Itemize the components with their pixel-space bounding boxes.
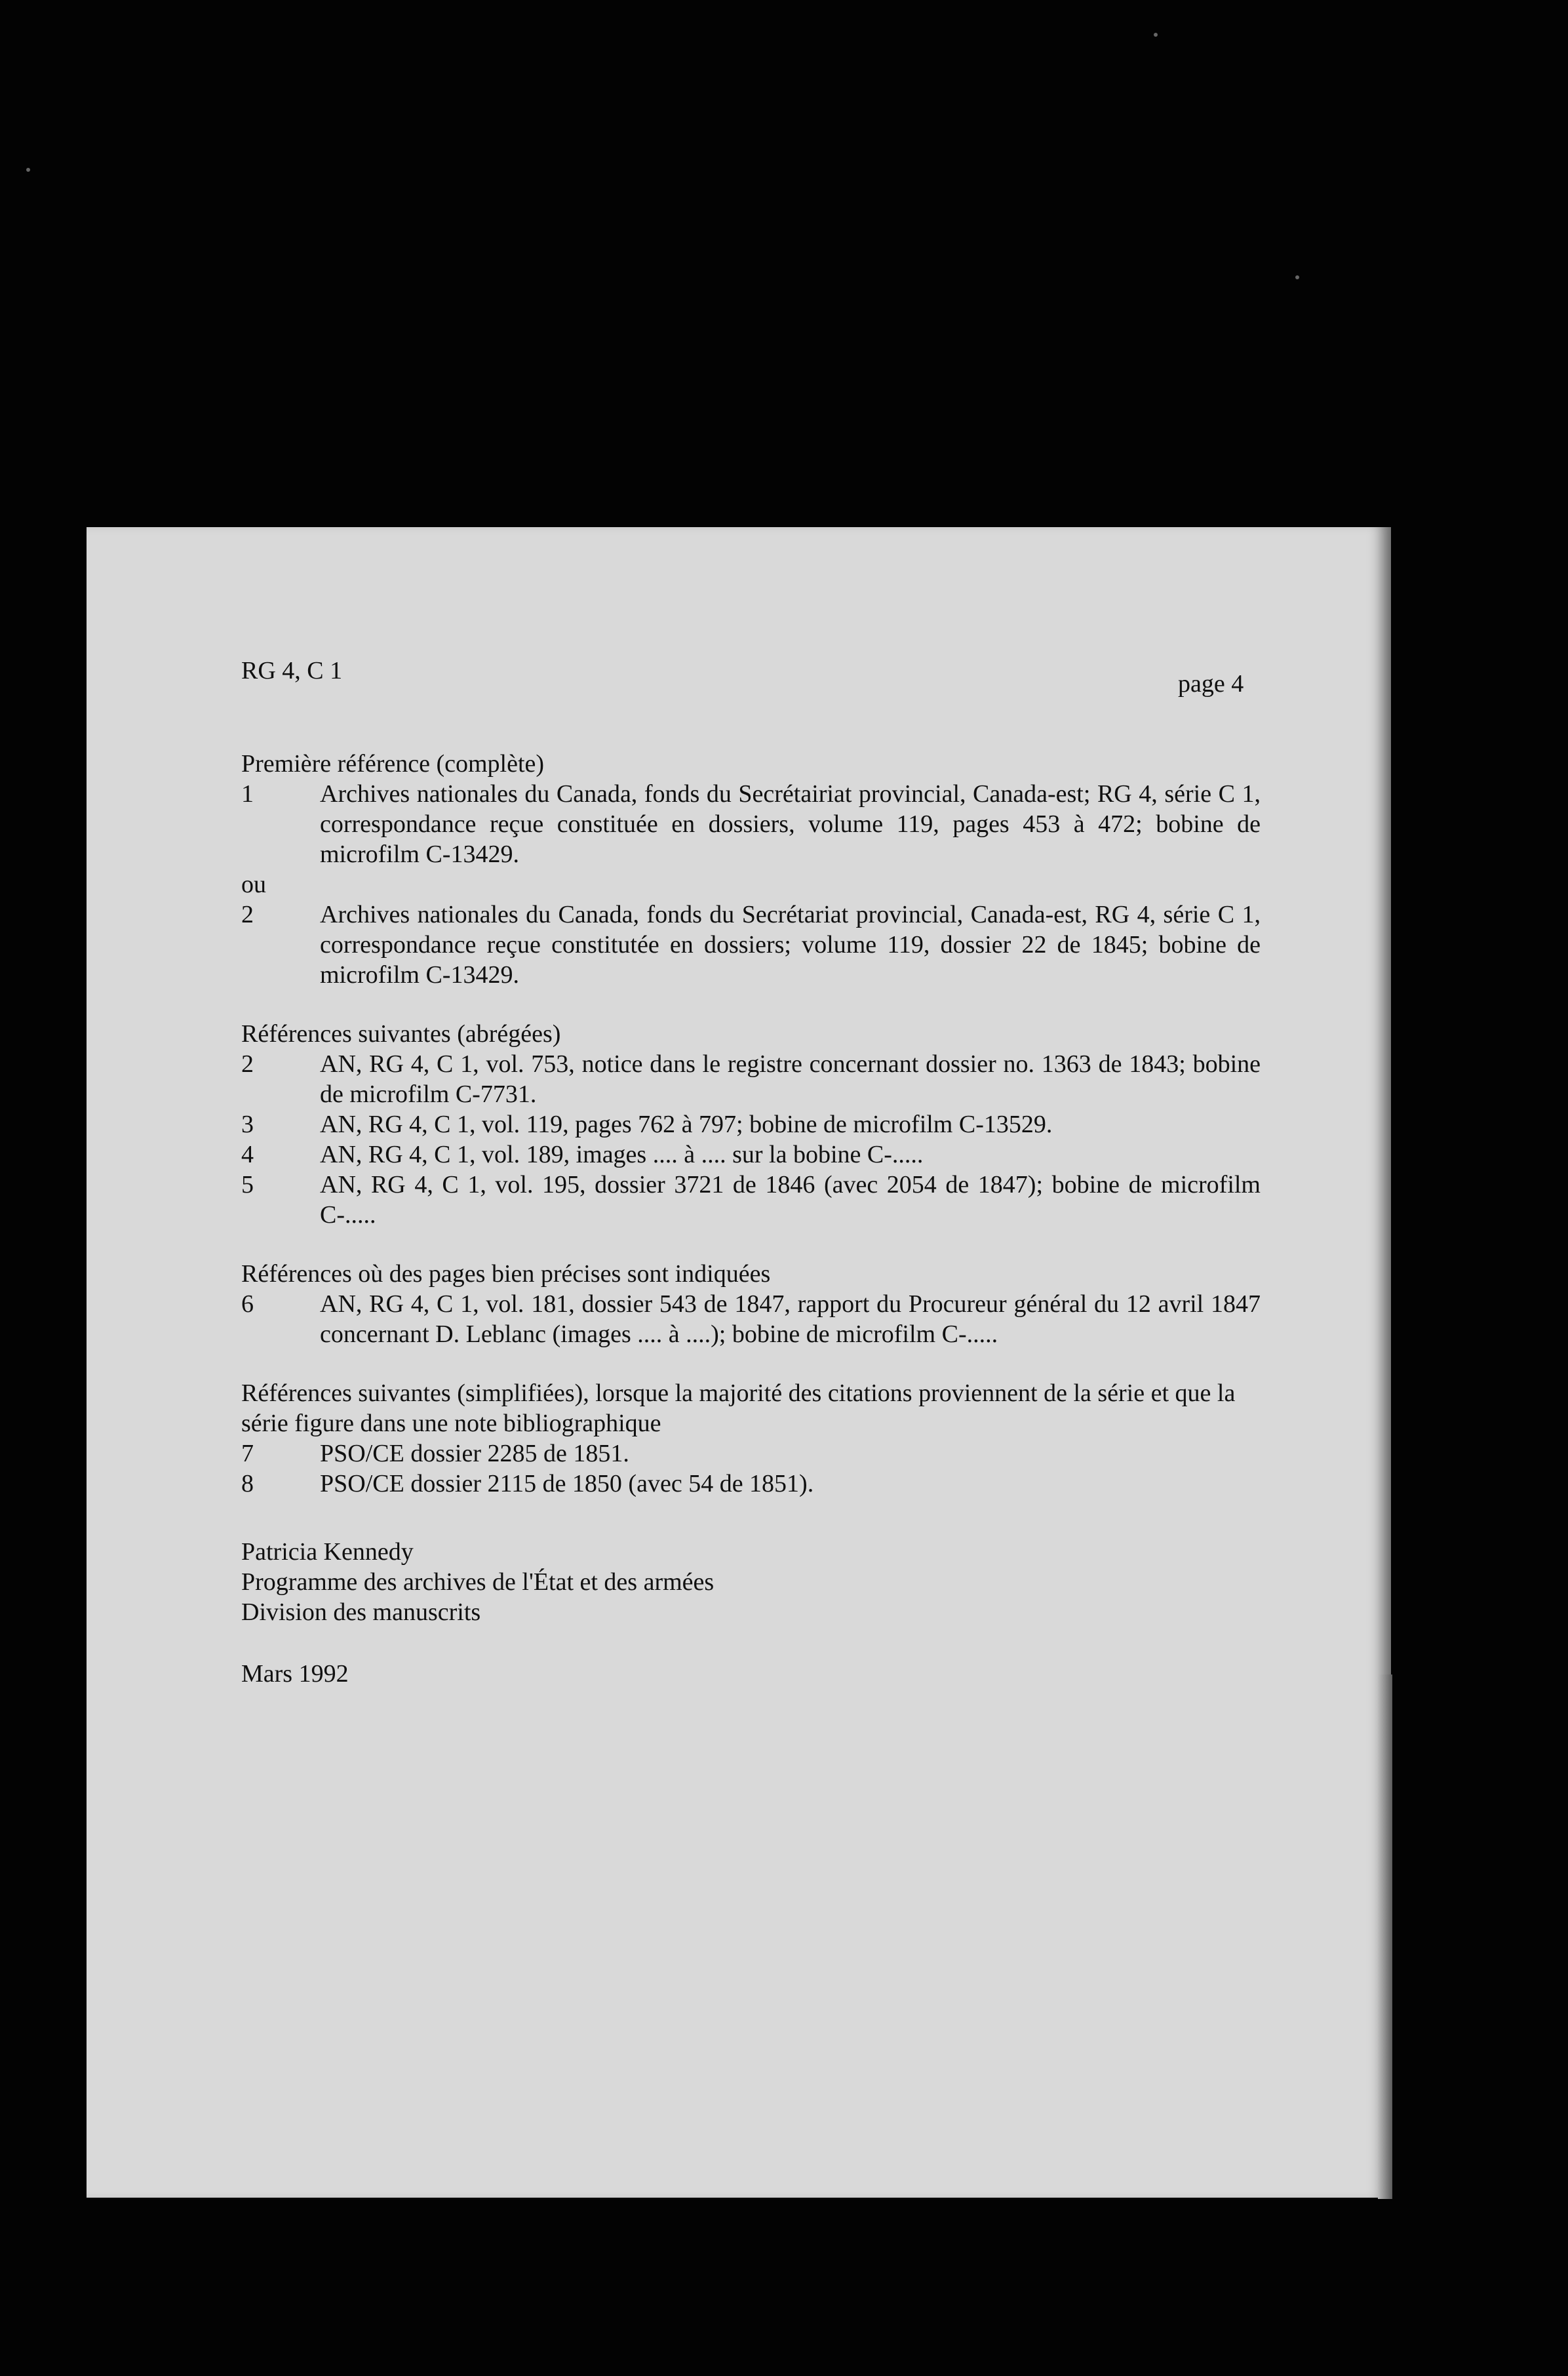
entry-number: 1 [241,780,254,808]
section-title: Références suivantes (abrégées) [241,1020,561,1048]
film-speck [1154,33,1158,37]
entry-text: AN, RG 4, C 1, vol. 753, notice dans le registre concernant dossier no. 1363 de 1843; bobine de microfilm C-7731. [320,1050,1261,1108]
document-page [87,527,1391,2198]
entry-text: AN, RG 4, C 1, vol. 119, pages 762 à 797; bobine de microfilm C-13529. [320,1111,1053,1138]
entry-text: AN, RG 4, C 1, vol. 189, images .... à .... sur la bobine C-..... [320,1141,924,1168]
entry-number: 6 [241,1290,254,1318]
reference-entry [241,1438,1261,1469]
film-speck [26,168,30,172]
reference-entry [241,1469,1261,1499]
reference-entry [241,900,1261,990]
section-title: Références où des pages bien précises sont indiquées [241,1260,771,1288]
entry-number: 4 [241,1141,254,1168]
page-edge-shadow [1378,1674,1392,2199]
entry-text: PSO/CE dossier 2115 de 1850 (avec 54 de 1851). [320,1470,814,1497]
author-division: Division des manuscrits [241,1598,481,1626]
section-first-reference [241,749,1261,990]
entry-text: AN, RG 4, C 1, vol. 195, dossier 3721 de 1846 (avec 2054 de 1847); bobine de microfilm C-..... [320,1171,1261,1229]
author-program: Programme des archives de l'État et des armées [241,1568,715,1596]
reference-entry [241,1049,1261,1109]
entry-number: 2 [241,1050,254,1078]
entry-text: PSO/CE dossier 2285 de 1851. [320,1440,629,1467]
section-title: Références suivantes (simplifiées), lorsque la majorité des citations proviennent de la série et que la série figure dans une note bibliographique [241,1379,1236,1437]
entry-number: 5 [241,1171,254,1198]
section-precise-pages [241,1259,1261,1349]
reference-entry [241,1139,1261,1170]
author-name: Patricia Kennedy [241,1538,414,1566]
reference-entry [241,779,1261,869]
film-speck [1295,275,1299,279]
reference-entry [241,1289,1261,1349]
entry-number: 3 [241,1111,254,1138]
entry-number: 2 [241,901,254,928]
section-title: Première référence (complète) [241,750,545,778]
section-abbreviated-references [241,1019,1261,1230]
document-date: Mars 1992 [241,1660,349,1688]
reference-entry [241,1109,1261,1139]
connector-word: ou [241,871,266,898]
section-simplified-references [241,1378,1261,1499]
header-reference: RG 4, C 1 [241,657,343,684]
entry-text: Archives nationales du Canada, fonds du Secrétariat provincial, Canada-est, RG 4, série C 1, correspondance reçue constitutée en dossiers; volume 119, dossier 22 de 1845; bobine de microfilm C-13429. [320,901,1261,989]
reference-sections [241,749,1261,1528]
entry-number: 7 [241,1440,254,1467]
entry-text: AN, RG 4, C 1, vol. 181, dossier 543 de 1847, rapport du Procureur général du 12 avril 1847 concernant D. Leblanc (images .... à ....); bobine de microfilm C-..... [320,1290,1261,1348]
entry-number: 8 [241,1470,254,1497]
page-number: page 4 [1178,670,1244,698]
reference-entry [241,1170,1261,1230]
signature-block [241,1537,714,1627]
entry-text: Archives nationales du Canada, fonds du Secrétairiat provincial, Canada-est; RG 4, série C 1, correspondance reçue constituée en dossiers, volume 119, pages 453 à 472; bobine de microfilm C-13429. [320,780,1261,868]
